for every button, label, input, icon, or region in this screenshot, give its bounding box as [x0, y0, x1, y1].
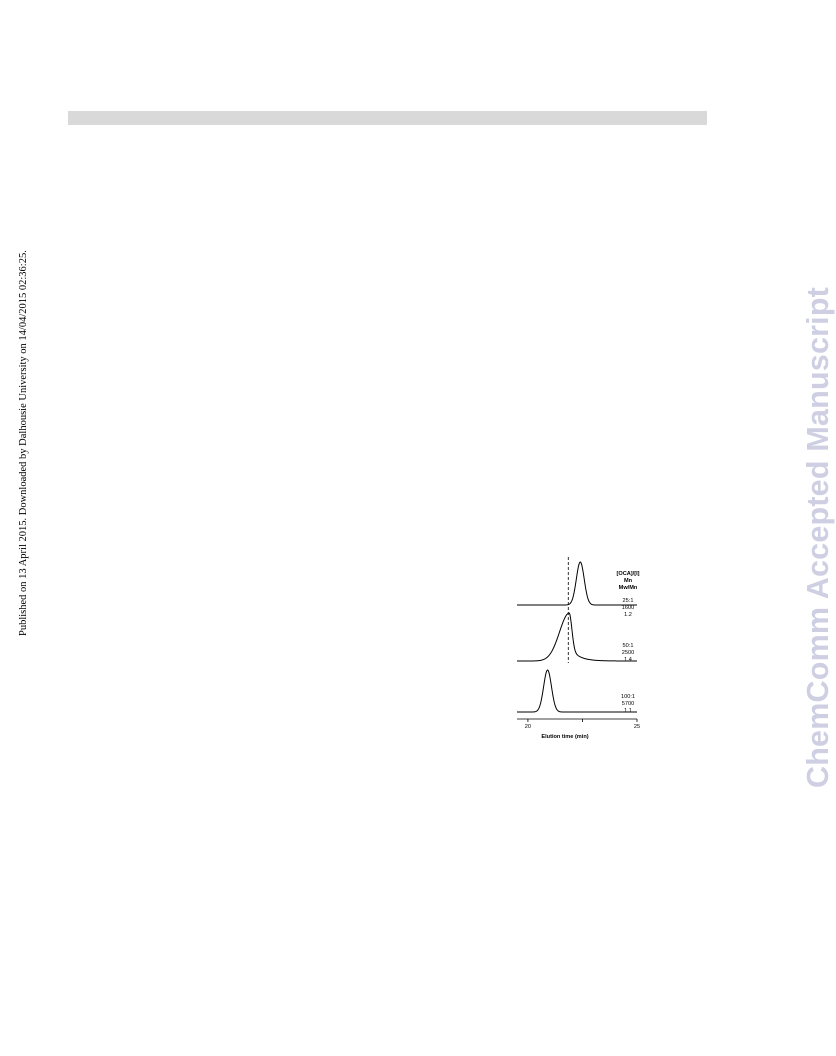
download-notice: Published on 13 April 2015. Downloaded by Dalhousie University on 14/04/2015 02:36:25. [18, 250, 29, 636]
header-bar [68, 111, 707, 125]
gpc-figure [505, 555, 655, 745]
gpc-trace-1 [517, 562, 637, 605]
series-1-label-1: 25:1 [622, 598, 634, 604]
accepted-manuscript-watermark: ChemComm Accepted Manuscript [801, 286, 835, 788]
x-tick-label: 25 [633, 724, 641, 730]
x-axis-label: Elution time (min) [541, 734, 589, 740]
legend-header-2: Mn [623, 578, 633, 584]
series-1-label-2: 1600 [621, 605, 635, 611]
legend-header-3: Mw/Mn [618, 585, 638, 591]
gpc-trace-2 [517, 613, 637, 661]
gpc-trace-chart [505, 555, 655, 745]
series-2-label-3: 1.4 [624, 657, 632, 663]
series-1-label-3: 1.2 [624, 612, 632, 618]
series-2-label-2: 2500 [621, 650, 635, 656]
legend-header-1: [OCA]/[I] [616, 571, 640, 577]
x-tick-label: 20 [524, 724, 532, 730]
series-2-label-1: 50:1 [622, 643, 634, 649]
series-3-label-1: 100:1 [621, 694, 635, 700]
gpc-trace-3 [517, 670, 637, 712]
series-3-label-2: 5700 [621, 701, 635, 707]
series-3-label-3: 1.1 [624, 708, 632, 714]
